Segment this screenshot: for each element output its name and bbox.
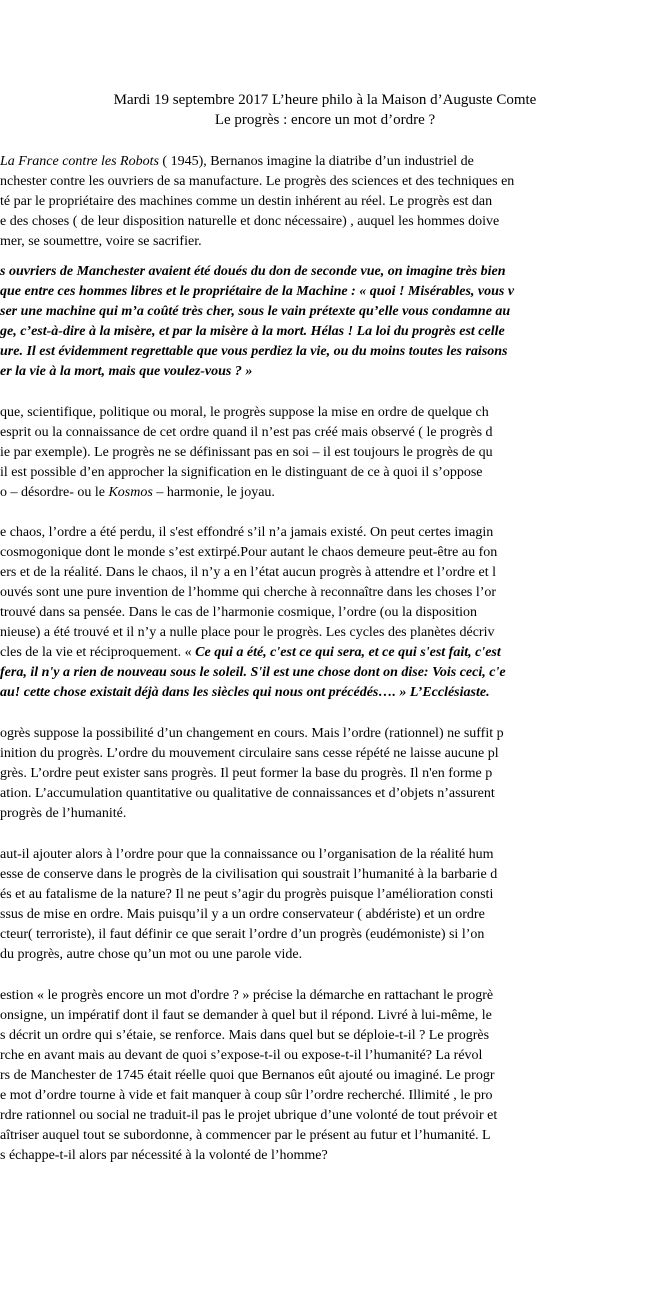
text-line: aut-il ajouter alors à l’ordre pour que la connaissance ou l’organisation de la réalité hum: [0, 847, 494, 862]
text-line: cosmogonique dont le monde s’est extirpé.Pour autant le chaos demeure peut-être au fon: [0, 545, 498, 560]
text-line: inition du progrès. L’ordre du mouvement circulaire sans cesse répété ne laisse aucune pl: [0, 746, 499, 761]
text-line: grès. L’ordre peut exister sans progrès. Il peut former la base du progrès. Il n'en forme p: [0, 766, 493, 781]
quote-line: que entre ces hommes libres et le propriétaire de la Machine : « quoi ! Misérables, vous v: [0, 284, 515, 299]
text-run: ( 1945), Bernanos imagine la diatribe d’un industriel de: [158, 154, 474, 169]
text-line: nieuse) a été trouvé et il n’y a nulle place pour le progrès. Les cycles des planètes décriv: [0, 625, 495, 640]
text-run: cles de la vie et réciproquement. «: [0, 645, 196, 660]
quote-line: ure. Il est évidemment regrettable que vous perdiez la vie, ou du moins toutes les raisons: [0, 344, 508, 359]
text-line: e des choses ( de leur disposition naturelle et donc nécessaire) , auquel les hommes doive: [0, 214, 500, 229]
text-line: ie par exemple). Le progrès ne se définissant pas en soi – il est toujours le progrès de qu: [0, 445, 493, 460]
text-line: s décrit un ordre qui s’étaie, se renforce. Mais dans quel but se déploie-t-il ? Le progrès: [0, 1028, 490, 1043]
text-line: cteur( terroriste), il faut définir ce que serait l’ordre d’un progrès (eudémoniste) si l’on: [0, 927, 485, 942]
text-line: nchester contre les ouvriers de sa manufacture. Le progrès des sciences et des techniques en: [0, 174, 515, 189]
text-line: [0, 683, 650, 703]
text-line: [0, 152, 650, 172]
quote-line: ser une machine qui m’a coûté très cher, sous le vain prétexte qu’elle vous condamne au: [0, 304, 511, 319]
text-line: rdre rationnel ou social ne traduit-il pas le projet ubrique d’une volonté de tout prévoir et: [0, 1108, 498, 1123]
text-line: té par le propriétaire des machines comme un destin inhérent au réel. Le progrès est dan: [0, 194, 493, 209]
text-line: s échappe-t-il alors par nécessité à la volonté de l’homme?: [0, 1148, 328, 1163]
text-line: esprit ou la connaissance de cet ordre quand il n’est pas créé mais observé ( le progrès d: [0, 425, 493, 440]
text-line: ation. L’accumulation quantitative ou qualitative de connaissances et d’objets n’assurent: [0, 786, 495, 801]
text-line: [0, 643, 650, 663]
text-line: que, scientifique, politique ou moral, le progrès suppose la mise en ordre de quelque ch: [0, 405, 489, 420]
text-line: [0, 483, 650, 503]
quote-line: er la vie à la mort, mais que voulez-vous ? »: [0, 364, 253, 379]
quote-source: L’Ecclésiaste.: [406, 685, 490, 700]
text-line: il est possible d’en approcher la signification en le distinguant de ce à quoi il s’oppose: [0, 465, 483, 480]
text-line: ssus de mise en ordre. Mais puisqu’il y a un ordre conservateur ( abdériste) et un ordre: [0, 907, 485, 922]
text-line: rche en avant mais au devant de quoi s’expose-t-il ou expose-t-il l’humanité? La révol: [0, 1048, 483, 1063]
ecclesiastes-quote: au! cette chose existait déjà dans les siècles qui nous ont précédés…. »: [0, 685, 407, 700]
text-line: ers et de la réalité. Dans le chaos, il n’y a en l’état aucun progrès à attendre et l’ordre et l: [0, 565, 496, 580]
quote-line: ge, c’est-à-dire à la misère, et par la misère à la mort. Hélas ! La loi du progrès est celle: [0, 324, 505, 339]
text-line: aîtriser auquel tout se subordonne, à commencer par le présent au futur et l’humanité. L: [0, 1128, 491, 1143]
text-line: ouvés sont une pure invention de l’homme qui cherche à reconnaître dans les choses l’or: [0, 585, 497, 600]
text-line: mer, se soumettre, voire se sacrifier.: [0, 234, 202, 249]
text-line: e chaos, l’ordre a été perdu, il s'est effondré s’il n’a jamais existé. On peut certes imagin: [0, 525, 494, 540]
text-line: ogrès suppose la possibilité d’un changement en cours. Mais l’ordre (rationnel) ne suffit p: [0, 726, 504, 741]
ecclesiastes-quote: Ce qui a été, c'est ce qui sera, et ce qui s'est fait, c'est: [195, 645, 501, 660]
text-line: trouvé dans sa pensée. Dans le cas de l’harmonie cosmique, l’ordre (ou la disposition: [0, 605, 478, 620]
header-title: Le progrès : encore un mot d’ordre ?: [214, 112, 436, 128]
text-line: progrès de l’humanité.: [0, 806, 127, 821]
header-date-line: Mardi 19 septembre 2017 L’heure philo à la Maison d’Auguste Comte: [113, 92, 537, 108]
text-line: du progrès, autre chose qu’un mot ou une parole vide.: [0, 947, 303, 962]
book-title: La France contre les Robots: [0, 154, 159, 169]
text-line: és et au fatalisme de la nature? Il ne peut s’agir du progrès puisque l’amélioration consti: [0, 887, 494, 902]
ecclesiastes-quote-line: fera, il n'y a rien de nouveau sous le soleil. S'il est une chose dont on dise: Vois ceci, c'e: [0, 665, 506, 680]
kosmos-term: Kosmos: [108, 485, 153, 500]
text-line: rs de Manchester de 1745 était réelle quoi que Bernanos eût ajouté ou imaginé. Le progr: [0, 1068, 495, 1083]
quote-line: s ouvriers de Manchester avaient été doués du don de seconde vue, on imagine très bien: [0, 264, 506, 279]
text-run: o – désordre- ou le: [0, 485, 109, 500]
text-line: onsigne, un impératif dont il faut se demander à quel but il répond. Livré à lui-même, le: [0, 1008, 492, 1023]
text-run: – harmonie, le joyau.: [152, 485, 275, 500]
text-line: esse de conserve dans le progrès de la civilisation qui soustrait l’humanité à la barbarie d: [0, 867, 498, 882]
text-line: e mot d’ordre tourne à vide et fait manquer à coup sûr l’ordre recherché. Illimité , le pro: [0, 1088, 493, 1103]
text-line: estion « le progrès encore un mot d'ordre ? » précise la démarche en rattachant le progrè: [0, 988, 494, 1003]
